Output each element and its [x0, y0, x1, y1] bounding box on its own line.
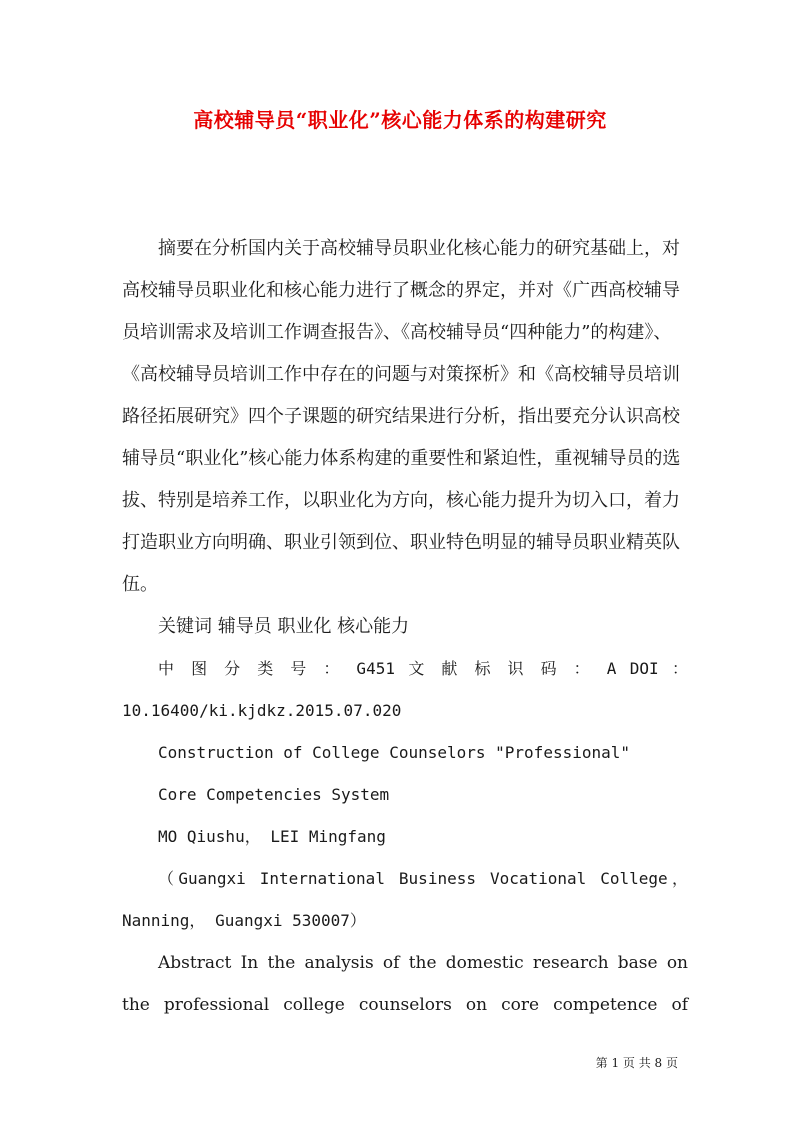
abstract-chinese: 摘要在分析国内关于高校辅导员职业化核心能力的研究基础上，对高校辅导员职业化和核心能力进行了概念的界定，并对《广西高校辅导员培训需求及培训工作调查报告》、《高校辅导员“四种能力”的构建》、《高校辅导员培训工作中存在的问题与对策探析》和《高校辅导员培训路径拓展研究》四个子课题的研究结果进行分析，指出要充分认识高校辅导员“职业化”核心能力体系构建的重要性和紧迫性，重视辅导员的选拔、特别是培养工作，以职业化为方向，核心能力提升为切入口，着力打造职业方向明确、职业引领到位、职业特色明显的辅导员职业精英队伍。 — [122, 238, 681, 595]
english-title-line-2: Core Competencies System — [158, 785, 390, 804]
classification-line-2: 10.16400/ki.kjdkz.2015.07.020 — [122, 701, 402, 720]
authors: MO Qiushu， LEI Mingfang — [158, 827, 386, 846]
page-indicator: 第 1 页 共 8 页 — [595, 1056, 678, 1070]
keywords: 关键词 辅导员 职业化 核心能力 — [158, 616, 410, 637]
document-body — [122, 228, 688, 1026]
document-title: 高校辅导员“职业化”核心能力体系的构建研究 — [193, 108, 607, 132]
abstract-english-line-2: the professional college counselors on core competence of — [122, 995, 688, 1015]
classification-line-1: 中 图 分 类 号 ： G451 文 献 标 识 码 ： A DOI ： — [158, 659, 688, 678]
english-title-line-1: Construction of College Counselors "Professional" — [158, 743, 631, 762]
abstract-english-line-1: Abstract In the analysis of the domestic research base on — [158, 953, 688, 973]
affiliation-line-2: Nanning， Guangxi 530007） — [122, 911, 366, 930]
affiliation-line-1: （Guangxi International Business Vocational College， — [158, 869, 688, 888]
